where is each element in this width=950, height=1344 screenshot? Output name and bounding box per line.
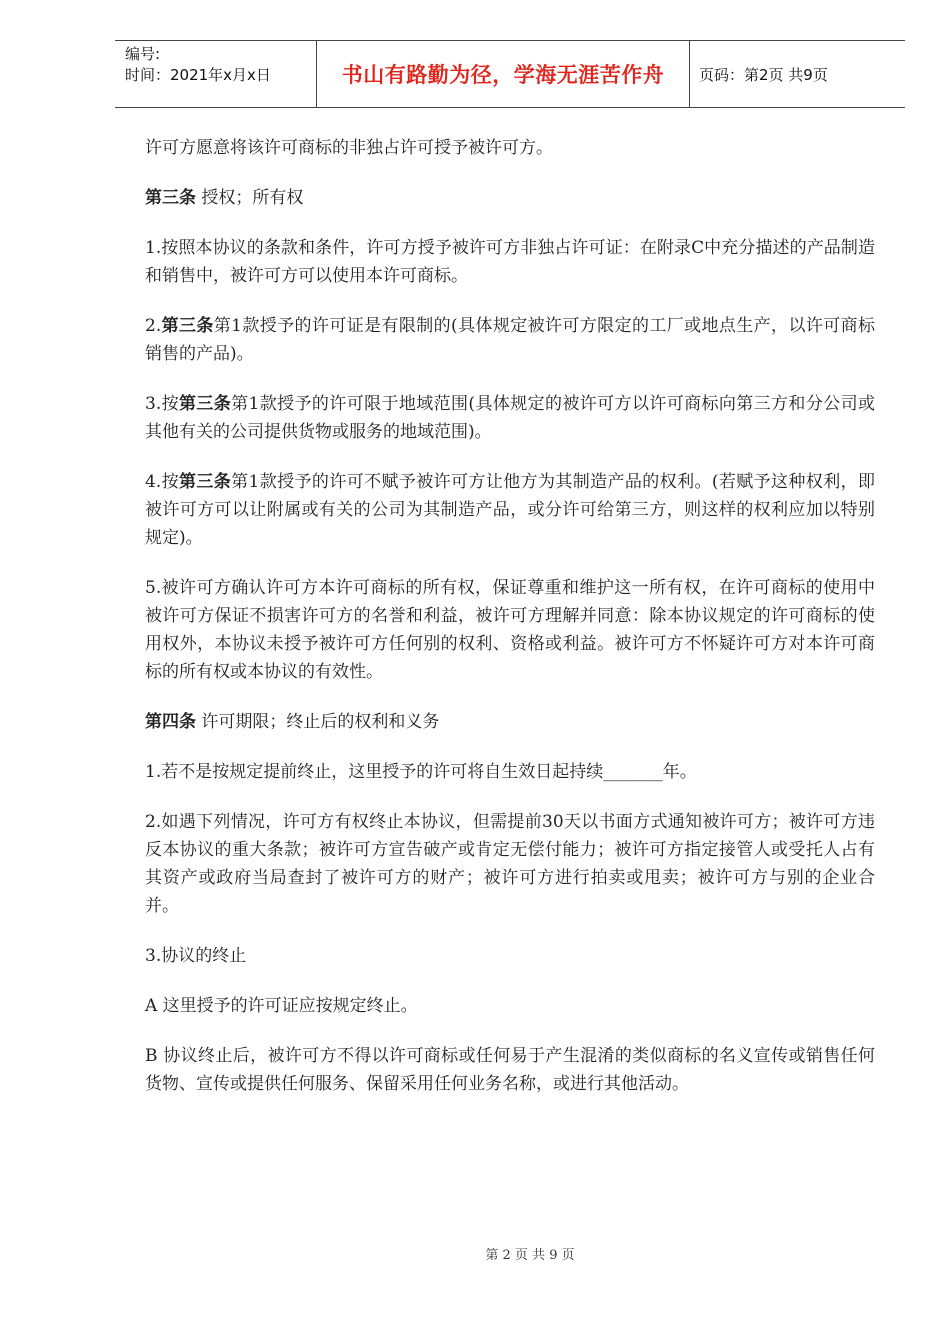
clause-4-3: 3.协议的终止 [145, 946, 247, 966]
header-meta [115, 41, 316, 107]
clause-3-3 [145, 390, 875, 446]
clause-4-3-a: A 这里授予的许可证应按规定终止。 [145, 996, 418, 1016]
clause-text: 第1款授予的许可限于地域范围(具体规定的被许可方以许可商标向第三方和分公司或其他有关的公司提供货物或服务的地域范围)。 [145, 394, 875, 442]
header-motto: 书山有路勤为径，学海无涯苦作舟 [316, 41, 690, 107]
clause-text: 第1款授予的许可不赋予被许可方让他方为其制造产品的权利。(若赋予这种权利，即被许可方可以让附属或有关的公司为其制造产品，或分许可给第三方，则这样的权利应加以特别规定)。 [145, 472, 875, 548]
document-time-label: 时间：2021年x月x日 [125, 66, 271, 84]
paragraph: 许可方愿意将该许可商标的非独占许可授予被许可方。 [145, 138, 553, 158]
article-3-heading [145, 184, 875, 212]
article-reference: 第三条 [179, 394, 232, 414]
article-4-heading [145, 708, 875, 736]
clause-4-1: 1.若不是按规定提前终止，这里授予的许可将自生效日起持续_______年。 [145, 762, 697, 782]
document-number-label: 编号: [125, 45, 161, 63]
article-reference: 第三条 [161, 316, 214, 336]
article-4-title: 第四条 [145, 712, 196, 732]
article-reference: 第三条 [179, 472, 232, 492]
clause-3-5: 5.被许可方确认许可方本许可商标的所有权，保证尊重和维护这一所有权，在许可商标的使用中被许可方保证不损害许可方的名誉和利益，被许可方理解并同意：除本协议规定的许可商标的使用权外，本协议未授予被许可方任何别的权利、资格或利益。被许可方不怀疑许可方对本许可商标的所有权或本协议的有效性。 [145, 578, 875, 682]
clause-3-1: 1.按照本协议的条款和条件，许可方授予被许可方非独占许可证：在附录C中充分描述的产品制造和销售中，被许可方可以使用本许可商标。 [145, 238, 875, 286]
document-body [145, 134, 875, 1120]
header-page-label: 页码：第2页 共9页 [699, 65, 828, 84]
clause-text: 第1款授予的许可证是有限制的(具体规定被许可方限定的工厂或地点生产，以许可商标销售的产品)。 [145, 316, 876, 364]
clause-3-4 [145, 468, 875, 552]
article-3-subject: 授权；所有权 [196, 188, 304, 208]
page-header [115, 40, 905, 108]
page-footer: 第 2 页 共 9 页 [485, 1248, 575, 1263]
clause-3-2 [145, 312, 875, 368]
clause-number: 4.按 [145, 472, 179, 492]
clause-number: 3.按 [145, 394, 179, 414]
clause-4-2: 2.如遇下列情况，许可方有权终止本协议，但需提前30天以书面方式通知被许可方；被许可方违反本协议的重大条款；被许可方宣告破产或肯定无偿付能力；被许可方指定接管人或受托人占有其资产或政府当局查封了被许可方的财产；被许可方进行拍卖或甩卖；被许可方与别的企业合并。 [145, 812, 875, 916]
article-3-title: 第三条 [145, 188, 196, 208]
article-4-subject: 许可期限；终止后的权利和义务 [196, 712, 440, 732]
clause-4-3-b: B 协议终止后，被许可方不得以许可商标或任何易于产生混淆的类似商标的名义宣传或销售任何货物、宣传或提供任何服务、保留采用任何业务名称，或进行其他活动。 [145, 1046, 875, 1094]
clause-number: 2. [145, 316, 162, 336]
